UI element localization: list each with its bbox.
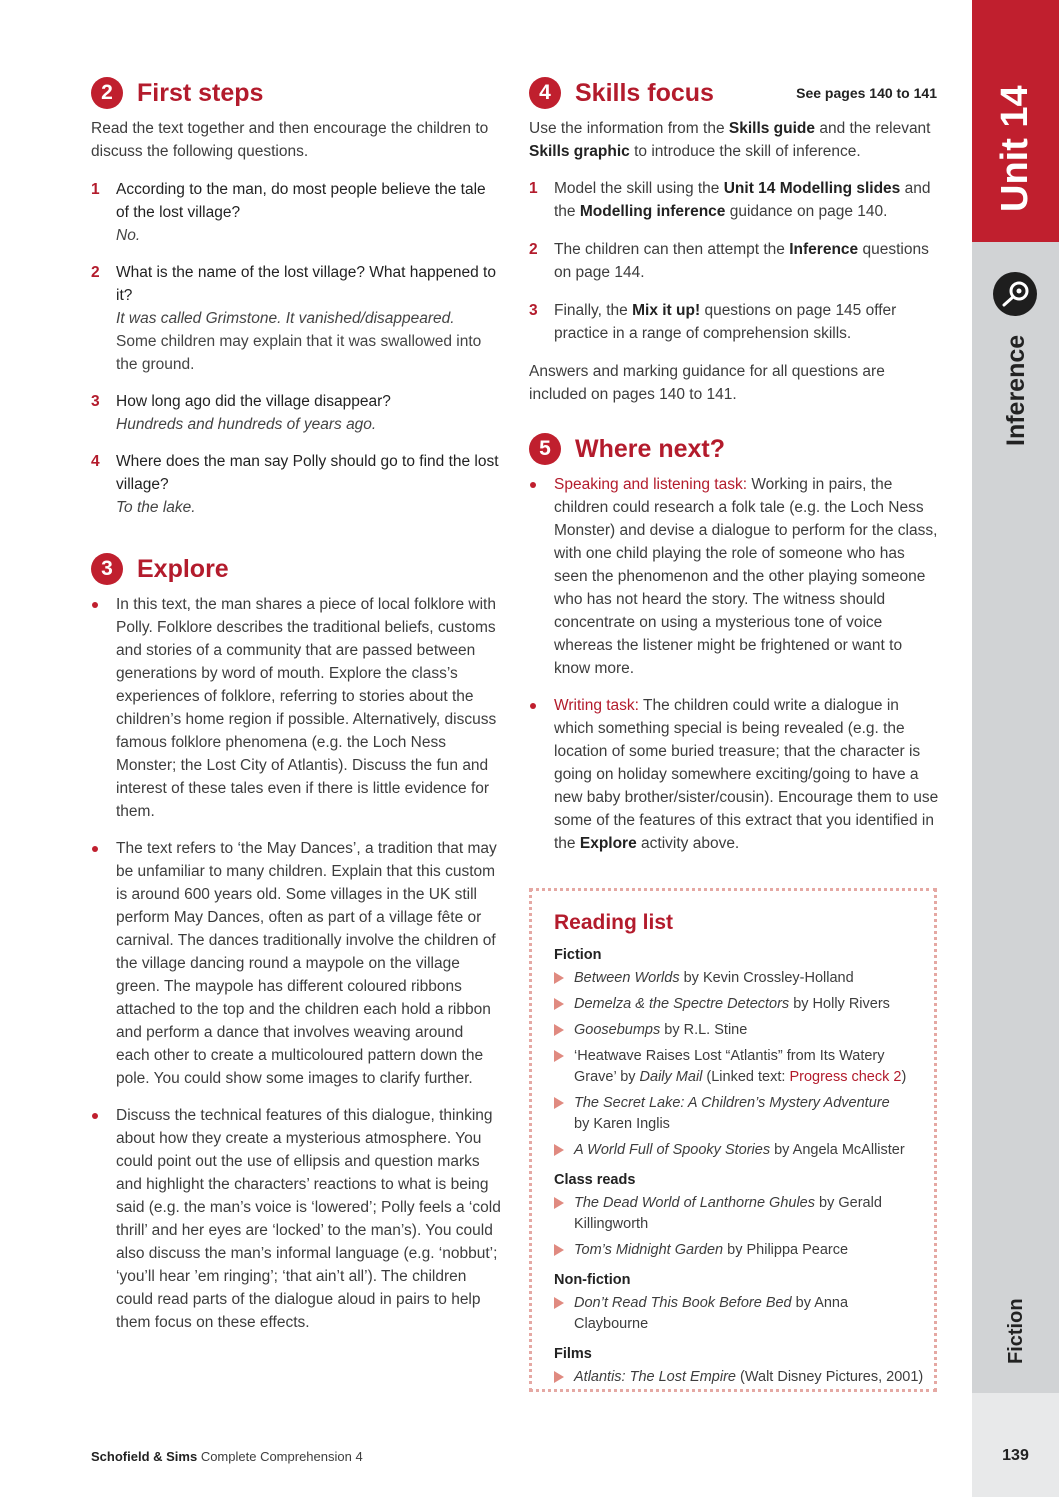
skills-focus-steps	[529, 177, 939, 345]
bullet-text: The text refers to ‘the May Dances’, a tradition that may be unfamiliar to many children. Explain that this custom is around 600 years old. Some villages in the UK still perform May Dances, often as part of a village fête or carnival. The dances traditionally involve the children of the village dancing round a maypole on the village green. The maypole has different coloured ribbons attached to the top and the children each hold a ribbon and perform a dance that involves weaving around each other to create a multicoloured pattern down the pole. You could show some images to clarify further.	[116, 840, 497, 1087]
explore-ref: Explore	[579, 835, 637, 852]
reading-item	[554, 1020, 924, 1041]
bullet-icon	[91, 1104, 116, 1334]
bullet-item	[91, 837, 501, 1090]
answer-text: It was called Grimstone. It vanished/disappeared.	[116, 310, 455, 327]
film-title: Atlantis: The Lost Empire	[574, 1369, 736, 1385]
question-number: 2	[91, 264, 100, 281]
section-title: Where next?	[575, 434, 726, 463]
modelling-inference-ref: Modelling inference	[579, 203, 726, 220]
article-title: ‘Heatwave Raises Lost “Atlantis” from Its Watery Grave’ by	[574, 1048, 885, 1085]
book-author: by Kevin Crossley-Holland	[679, 970, 854, 986]
step-item	[529, 238, 939, 284]
task-label: Speaking and listening task:	[554, 476, 748, 493]
section-number-badge: 5	[529, 433, 561, 465]
text: Use the information from the	[529, 120, 729, 137]
bullet-icon	[91, 837, 116, 1090]
step-number: 2	[529, 241, 538, 258]
triangle-bullet-icon	[554, 998, 564, 1010]
triangle-bullet-icon	[554, 1297, 564, 1309]
see-pages-reference: See pages 140 to 141	[796, 85, 937, 101]
book-title: Complete Comprehension 4	[197, 1449, 363, 1464]
section-skills-focus-header	[529, 76, 937, 110]
question-text: Where does the man say Polly should go to find the lost village?	[116, 453, 499, 493]
reading-item	[554, 1293, 924, 1335]
text: to introduce the skill of inference.	[629, 143, 861, 160]
skills-focus-intro	[529, 117, 939, 163]
bullet-item	[91, 593, 501, 823]
step-item	[529, 299, 939, 345]
triangle-bullet-icon	[554, 1144, 564, 1156]
fiction-list	[554, 968, 924, 1161]
genre-label: Fiction	[1005, 1298, 1027, 1364]
text: (Linked text:	[702, 1069, 790, 1085]
section-title: Explore	[137, 554, 229, 583]
progress-check-link[interactable]: Progress check 2	[789, 1069, 902, 1085]
triangle-bullet-icon	[554, 972, 564, 984]
book-author: by Anna Claybourne	[574, 1295, 849, 1332]
inference-ref: Inference	[789, 241, 859, 258]
explore-bullets	[91, 593, 501, 1334]
triangle-bullet-icon	[554, 1097, 564, 1109]
category-fiction: Fiction	[554, 947, 602, 963]
reading-list-title: Reading list	[554, 911, 674, 934]
book-author: by Holly Rivers	[789, 996, 890, 1012]
question-item	[91, 178, 501, 247]
reading-item	[554, 1140, 924, 1161]
question-text: How long ago did the village disappear?	[116, 393, 391, 410]
class-reads-list	[554, 1193, 924, 1261]
reading-list-box	[529, 888, 937, 1392]
answer-note: Some children may explain that it was swallowed into the ground.	[116, 333, 482, 373]
reading-item	[554, 1240, 924, 1261]
text: The children can then attempt the	[554, 241, 790, 258]
triangle-bullet-icon	[554, 1024, 564, 1036]
reading-item	[554, 1046, 924, 1088]
publisher-name: Schofield & Sims	[91, 1449, 198, 1464]
unit-tab	[972, 0, 1059, 242]
answer-text: No.	[116, 227, 141, 244]
first-steps-intro: Read the text together and then encourage the children to discuss the following questions.	[91, 120, 489, 160]
page-number-area	[972, 1393, 1059, 1497]
text: and the relevant	[815, 120, 931, 137]
book-title: Goosebumps	[574, 1022, 661, 1038]
category-non-fiction: Non-fiction	[554, 1272, 631, 1288]
side-tab	[972, 0, 1059, 1497]
step-item	[529, 177, 939, 223]
skills-focus-outro: Answers and marking guidance for all questions are included on pages 140 to 141.	[529, 363, 885, 403]
bullet-icon	[529, 694, 554, 855]
bullet-icon	[529, 473, 554, 680]
triangle-bullet-icon	[554, 1371, 564, 1383]
non-fiction-list	[554, 1293, 924, 1335]
question-number: 4	[91, 453, 100, 470]
text: Model the skill using the	[554, 180, 724, 197]
question-number: 3	[91, 393, 100, 410]
text: guidance on page 140.	[725, 203, 888, 220]
footer	[91, 1449, 363, 1464]
text: questions on page 145 offer practice in a range of comprehension skills.	[554, 302, 897, 342]
section-number-badge: 4	[529, 77, 561, 109]
book-title: Between Worlds	[574, 970, 680, 986]
magnifier-icon	[993, 272, 1037, 316]
bullet-text: Discuss the technical features of this dialogue, thinking about how they create a mysterious atmosphere. You could point out the use of ellipsis and question marks and highlight the characters’ reactions to what is being said (e.g. the man’s voice is ‘lowered’; Polly feels a ‘cold thrill’ and her eyes are ‘locked’ to the man’s). You could also discuss the man’s informal language (e.g. ‘nobbut’; ‘you’ll hear ’em ringing’; ‘that ain’t all’). The children could read parts of the dialogue aloud in pairs to help them focus on these effects.	[116, 1107, 501, 1331]
task-text: Working in pairs, the children could research a folk tale (e.g. the Loch Ness Monster) and devise a dialogue to perform for the class, with one child playing the role of someone who has seen the phenomenon and the other playing someone who has not heard the story. The witness should concentrate on using a mysterious tone of voice whereas the listener might be frightened or want to know more.	[554, 476, 938, 677]
triangle-bullet-icon	[554, 1197, 564, 1209]
answer-text: Hundreds and hundreds of years ago.	[116, 416, 377, 433]
text: )	[901, 1069, 907, 1085]
reading-item	[554, 968, 924, 989]
question-item	[91, 261, 501, 376]
mix-it-up-ref: Mix it up!	[632, 302, 701, 319]
book-title: A World Full of Spooky Stories	[574, 1142, 771, 1158]
reading-item	[554, 994, 924, 1015]
answer-text: To the lake.	[116, 499, 196, 516]
reading-item	[554, 1093, 924, 1135]
text: questions on page 144.	[554, 241, 929, 281]
bullet-item	[91, 1104, 501, 1334]
task-text: The children could write a dialogue in which something special is being revealed (e.g. the location of some buried treasure; that the character is going on holiday somewhere exciting/going to have a new baby brother/sister/cousin). Encourage them to use some of the features of this extract that you identified in the	[554, 697, 939, 852]
question-item	[91, 390, 501, 436]
section-explore-header	[91, 552, 229, 586]
skills-guide-ref: Skills guide	[728, 120, 816, 137]
task-item	[529, 473, 939, 680]
book-author: by Angela McAllister	[770, 1142, 905, 1158]
section-first-steps-header	[91, 76, 263, 110]
section-where-next-header	[529, 432, 725, 466]
question-number: 1	[91, 181, 100, 198]
question-item	[91, 450, 501, 519]
publication: Daily Mail	[639, 1069, 703, 1085]
book-author: by Karen Inglis	[574, 1116, 670, 1132]
first-steps-questions	[91, 178, 501, 519]
task-label: Writing task:	[554, 697, 639, 714]
section-number-badge: 3	[91, 553, 123, 585]
book-author: by Philippa Pearce	[723, 1242, 849, 1258]
skill-label: Inference	[1002, 334, 1030, 446]
bullet-icon	[91, 593, 116, 823]
task-text: activity above.	[636, 835, 740, 852]
text: and the	[554, 180, 931, 220]
triangle-bullet-icon	[554, 1050, 564, 1062]
book-title: Demelza & the Spectre Detectors	[574, 996, 790, 1012]
modelling-slides-ref: Unit 14 Modelling slides	[723, 180, 901, 197]
book-title: The Dead World of Lanthorne Ghules	[574, 1195, 815, 1211]
page-number: 139	[1002, 1447, 1029, 1464]
films-list	[554, 1367, 924, 1388]
reading-list-content	[554, 947, 924, 1388]
question-text: What is the name of the lost village? What happened to it?	[116, 264, 496, 304]
reading-item	[554, 1367, 924, 1388]
task-item	[529, 694, 939, 855]
bullet-text: In this text, the man shares a piece of local folklore with Polly. Folklore describes the traditional beliefs, customs and stories of a community that are passed between generations by word of mouth. Explore the class’s experiences of folklore, referring to stories about the children’s home region if possible. Alternatively, discuss famous folklore phenomena (e.g. the Loch Ness Monster; the Lost City of Atlantis). Discuss the fun and interest of these tales even if there is little evidence for them.	[116, 596, 497, 820]
book-title: Don’t Read This Book Before Bed	[574, 1295, 792, 1311]
category-class-reads: Class reads	[554, 1172, 636, 1188]
book-author: by R.L. Stine	[660, 1022, 748, 1038]
unit-label: Unit 14	[994, 85, 1036, 212]
reading-item	[554, 1193, 924, 1235]
section-title: Skills focus	[575, 78, 714, 107]
text: Finally, the	[554, 302, 633, 319]
section-number-badge: 2	[91, 77, 123, 109]
step-number: 1	[529, 180, 538, 197]
book-author: by Gerald Killingworth	[574, 1195, 882, 1232]
where-next-tasks	[529, 473, 939, 855]
section-title: First steps	[137, 78, 264, 107]
skills-graphic-ref: Skills graphic	[529, 143, 630, 160]
question-text: According to the man, do most people believe the tale of the lost village?	[116, 181, 486, 221]
triangle-bullet-icon	[554, 1244, 564, 1256]
step-number: 3	[529, 302, 538, 319]
book-title: Tom’s Midnight Garden	[574, 1242, 724, 1258]
book-title: The Secret Lake: A Children’s Mystery Adventure	[574, 1095, 890, 1111]
category-films: Films	[554, 1346, 592, 1362]
film-details: (Walt Disney Pictures, 2001)	[736, 1369, 924, 1385]
